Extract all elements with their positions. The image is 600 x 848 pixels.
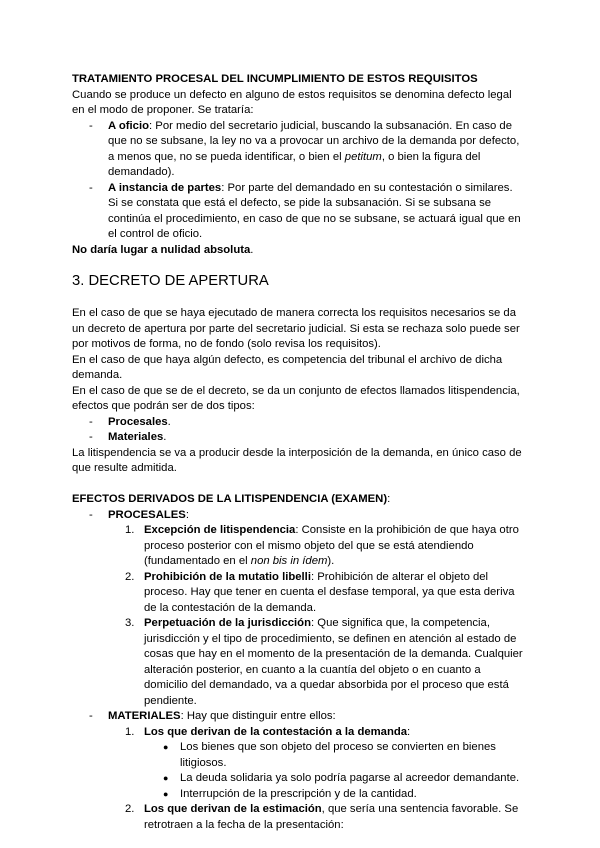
dash-marker: - [89, 710, 93, 722]
numbered-item-estimacion: 2. Los que derivan de la estimación, que sería una sentencia favorable. Se retrotraen a la fecha de la presentación: [125, 803, 519, 831]
spacer [72, 477, 524, 493]
section-title-efectos: EFECTOS DERIVADOS DE LA LITISPENDENCIA (EXAMEN): [72, 493, 391, 505]
paragraph-decreto-1: En el caso de que se haya ejecutado de manera correcta los requisitos necesarios se da un decreto de apertura por parte del secretario judicial. Si esta se rechaza solo puede ser por motivos de forma, no de fondo (solo revisa los requisitos). [72, 307, 520, 350]
list-item-materiales: - Materiales. [72, 430, 524, 446]
bullet-item: ● Los bienes que son objeto del proceso se convierten en bienes litigiosos. [163, 741, 496, 769]
bullet-marker: ● [163, 773, 169, 783]
paragraph-decreto-2: En el caso de que haya algún defecto, es competencia del tribunal el archivo de dicha demanda. [72, 353, 503, 381]
list-item-procesales-header: - PROCESALES: [72, 508, 524, 524]
item-term: A oficio [108, 119, 150, 132]
paragraph-decreto-3: En el caso de que se de el decreto, se da un conjunto de efectos llamados litispendencia, efectos que podrán ser de dos tipos: [72, 384, 520, 412]
numbered-item-excepcion: 1. Excepción de litispendencia: Consiste en la prohibición de que haya otro proceso posterior con el mismo objeto del que se está atendiendo (fundamentado en el non bis in ídem). [125, 524, 519, 567]
intro-paragraph: Cuando se produce un defecto en alguno de estos requisitos se denomina defecto legal en el modo de proponer. Se trataría: [72, 88, 512, 116]
dash-marker: - [89, 431, 93, 443]
number-marker: 3. [125, 617, 135, 629]
document-page [72, 72, 524, 833]
number-marker: 2. [125, 570, 135, 583]
number-marker: 2. [125, 803, 135, 815]
numbered-item-mutatio: 2. Prohibición de la mutatio libelli: Prohibición de alterar el objeto del proceso. Hay que tener en cuenta el desfase temporal, ya que esta deriva de la contestación de la demanda. [125, 570, 515, 614]
bullet-marker: ● [163, 788, 169, 799]
number-marker: 1. [125, 725, 135, 738]
section-heading-decreto: 3. DECRETO DE APERTURA [72, 273, 269, 289]
bullet-item: ● La deuda solidaria ya solo podría pagarse al acreedor demandante. [72, 771, 524, 787]
dash-marker: - [89, 119, 93, 132]
section-title-tratamiento: TRATAMIENTO PROCESAL DEL INCUMPLIMIENTO DE ESTOS REQUISITOS [72, 73, 478, 85]
closing-statement: No daría lugar a nulidad absoluta. [72, 243, 254, 256]
bullet-item: ● Interrupción de la prescripción y de la cantidad. [72, 787, 524, 803]
item-italic-term: petitum [344, 150, 382, 163]
list-item-a-instancia [72, 181, 524, 243]
numbered-item-contestacion: 1. Los que derivan de la contestación a la demanda: [72, 725, 524, 741]
numbered-item-perpetuacion: 3. Perpetuación de la jurisdicción: Que significa que, la competencia, jurisdicción y el tipo de procedimiento, se definen en atención al estado de cosas que hay en el momento de la presentación de la demanda. Cualquier alteración posterior, en cuanto a la cuantía del objeto o en cuanto a domicilio del demandado, va a quedar absorbida por el proceso que está pendiente. [125, 617, 523, 707]
list-item-procesales: - Procesales. [72, 415, 524, 431]
number-marker: 1. [125, 524, 135, 536]
list-item-a-oficio [72, 119, 524, 181]
item-term: A instancia de partes [108, 181, 222, 194]
list-item-materiales-header: - MATERIALES: Hay que distinguir entre ellos: [72, 709, 524, 725]
item-text: : Por medio del secretario judicial, buscando la subsanación. En caso de que no se subsane, la ley no va a provocar un archivo de la demanda por defecto, a menos que, no se pueda identificar, o bien el [108, 119, 520, 163]
item-text: : Por parte del demandado en su contestación o similares. Si se constata que está el defecto, se pide la subsanación. Si se subsana se continúa el procedimiento, en caso de que no se subsane, se actuará igual que en el control de oficio. [108, 181, 521, 240]
paragraph-litispendencia: La litispendencia se va a producir desde la interposición de la demanda, en único caso de que resulte admitida. [72, 446, 522, 474]
dash-marker: - [89, 415, 93, 428]
dash-marker: - [89, 181, 93, 194]
item-text-tail: , o bien la figura del demandado). [108, 150, 481, 178]
dash-marker: - [89, 508, 93, 521]
bullet-marker: ● [163, 742, 169, 752]
